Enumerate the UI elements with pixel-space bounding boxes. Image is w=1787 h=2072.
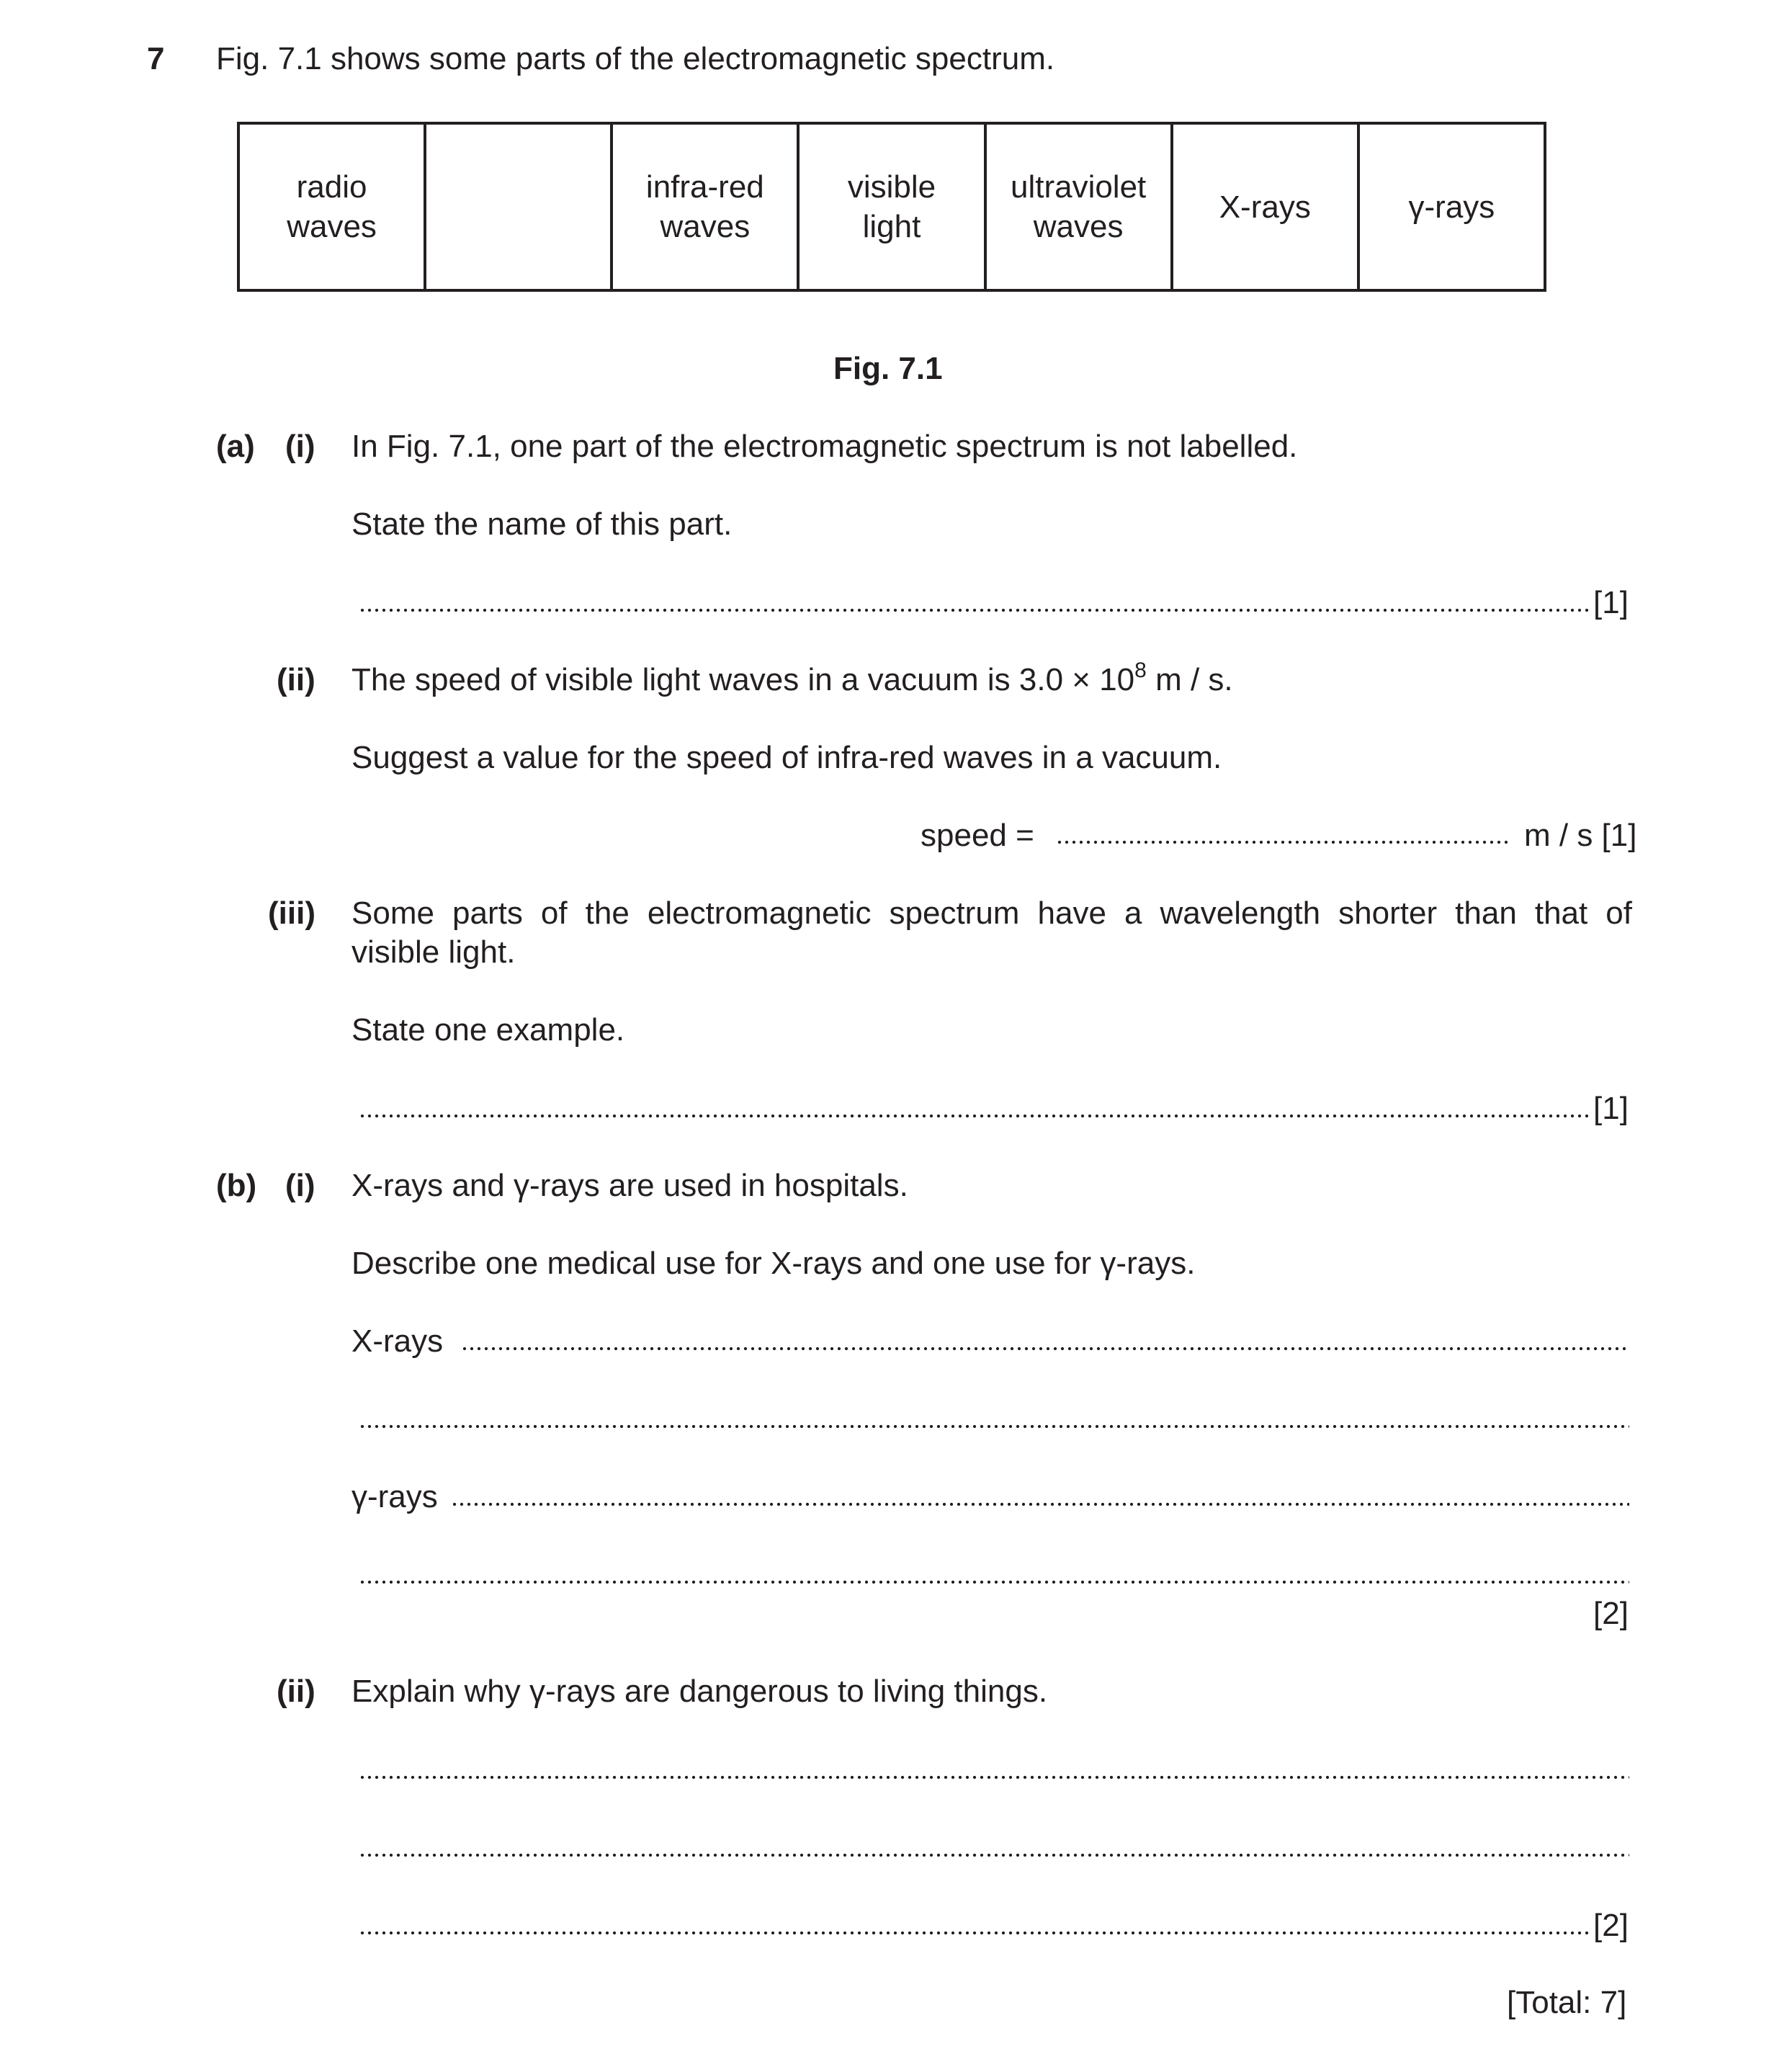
part-b-ii-text: Explain why γ-rays are dangerous to living things. bbox=[351, 1674, 1048, 1709]
part-b-i-text: X-rays and γ-rays are used in hospitals. bbox=[351, 1168, 908, 1203]
marks-b-ii: [2] bbox=[1593, 1908, 1629, 1943]
part-a-ii-text: The speed of visible light waves in a vacuum is $3.0 \times 10^8$ m / s. bbox=[351, 658, 1233, 697]
marks-b-i: [2] bbox=[1593, 1596, 1629, 1631]
part-a-i-instruction: State the name of this part. bbox=[351, 506, 733, 542]
spectrum-table bbox=[237, 122, 1546, 292]
part-b-i-label: (i) bbox=[285, 1168, 315, 1203]
speed-unit-marks: m / s [1] bbox=[1524, 818, 1637, 853]
answer-line-b-ii-1[interactable] bbox=[359, 1775, 1629, 1779]
spectrum-cell-visible: visible light bbox=[798, 123, 985, 290]
answer-line-gamma-1[interactable] bbox=[451, 1502, 1629, 1506]
spectrum-cell-xrays: X-rays bbox=[1172, 123, 1358, 290]
answer-line-xrays-1[interactable] bbox=[461, 1347, 1629, 1351]
part-a-ii-instruction: Suggest a value for the speed of infra-red waves in a vacuum. bbox=[351, 740, 1222, 775]
marks-a-i: [1] bbox=[1593, 585, 1629, 620]
part-a-iii-label: (iii) bbox=[268, 896, 315, 931]
part-a-label: (a) bbox=[216, 429, 255, 464]
part-b-i-instruction: Describe one medical use for X-rays and one use for γ-rays. bbox=[351, 1246, 1196, 1281]
answer-line-a-iii[interactable] bbox=[359, 1114, 1592, 1118]
xrays-label: X-rays bbox=[351, 1323, 444, 1359]
spectrum-cell-infrared: infra-red waves bbox=[612, 123, 798, 290]
spectrum-cell-gamma: γ-rays bbox=[1358, 123, 1545, 290]
part-a-iii-instruction: State one example. bbox=[351, 1012, 625, 1048]
speed-label: speed = bbox=[921, 818, 1034, 853]
answer-line-a-i[interactable] bbox=[359, 608, 1592, 612]
figure-caption: Fig. 7.1 bbox=[833, 351, 943, 386]
part-b-ii-label: (ii) bbox=[277, 1674, 315, 1709]
spectrum-cell-radio: radio waves bbox=[238, 123, 425, 290]
answer-line-xrays-2[interactable] bbox=[359, 1424, 1629, 1429]
part-a-iii-text-2: visible light. bbox=[351, 934, 516, 970]
speed-answer-line[interactable] bbox=[1056, 840, 1508, 844]
question-intro: Fig. 7.1 shows some parts of the electromagnetic spectrum. bbox=[216, 41, 1055, 76]
spectrum-cell-unlabelled bbox=[425, 123, 612, 290]
spectrum-cell-ultraviolet: ultraviolet waves bbox=[985, 123, 1172, 290]
gamma-label: γ-rays bbox=[351, 1479, 438, 1514]
part-b-label: (b) bbox=[216, 1168, 257, 1203]
part-a-i-label: (i) bbox=[285, 429, 315, 464]
part-a-iii-text-1: Some parts of the electromagnetic spectrum have a wavelength shorter than that of bbox=[351, 896, 1632, 931]
answer-line-b-ii-3[interactable] bbox=[359, 1931, 1592, 1935]
answer-line-gamma-2[interactable] bbox=[359, 1580, 1629, 1584]
marks-a-iii: [1] bbox=[1593, 1091, 1629, 1126]
question-number: 7 bbox=[147, 41, 165, 76]
exponent: 8 bbox=[1134, 658, 1147, 682]
total-marks: [Total: 7] bbox=[1507, 1985, 1627, 2020]
part-a-i-text: In Fig. 7.1, one part of the electromagnetic spectrum is not labelled. bbox=[351, 429, 1298, 464]
answer-line-b-ii-2[interactable] bbox=[359, 1853, 1629, 1857]
part-a-ii-label: (ii) bbox=[277, 662, 315, 697]
